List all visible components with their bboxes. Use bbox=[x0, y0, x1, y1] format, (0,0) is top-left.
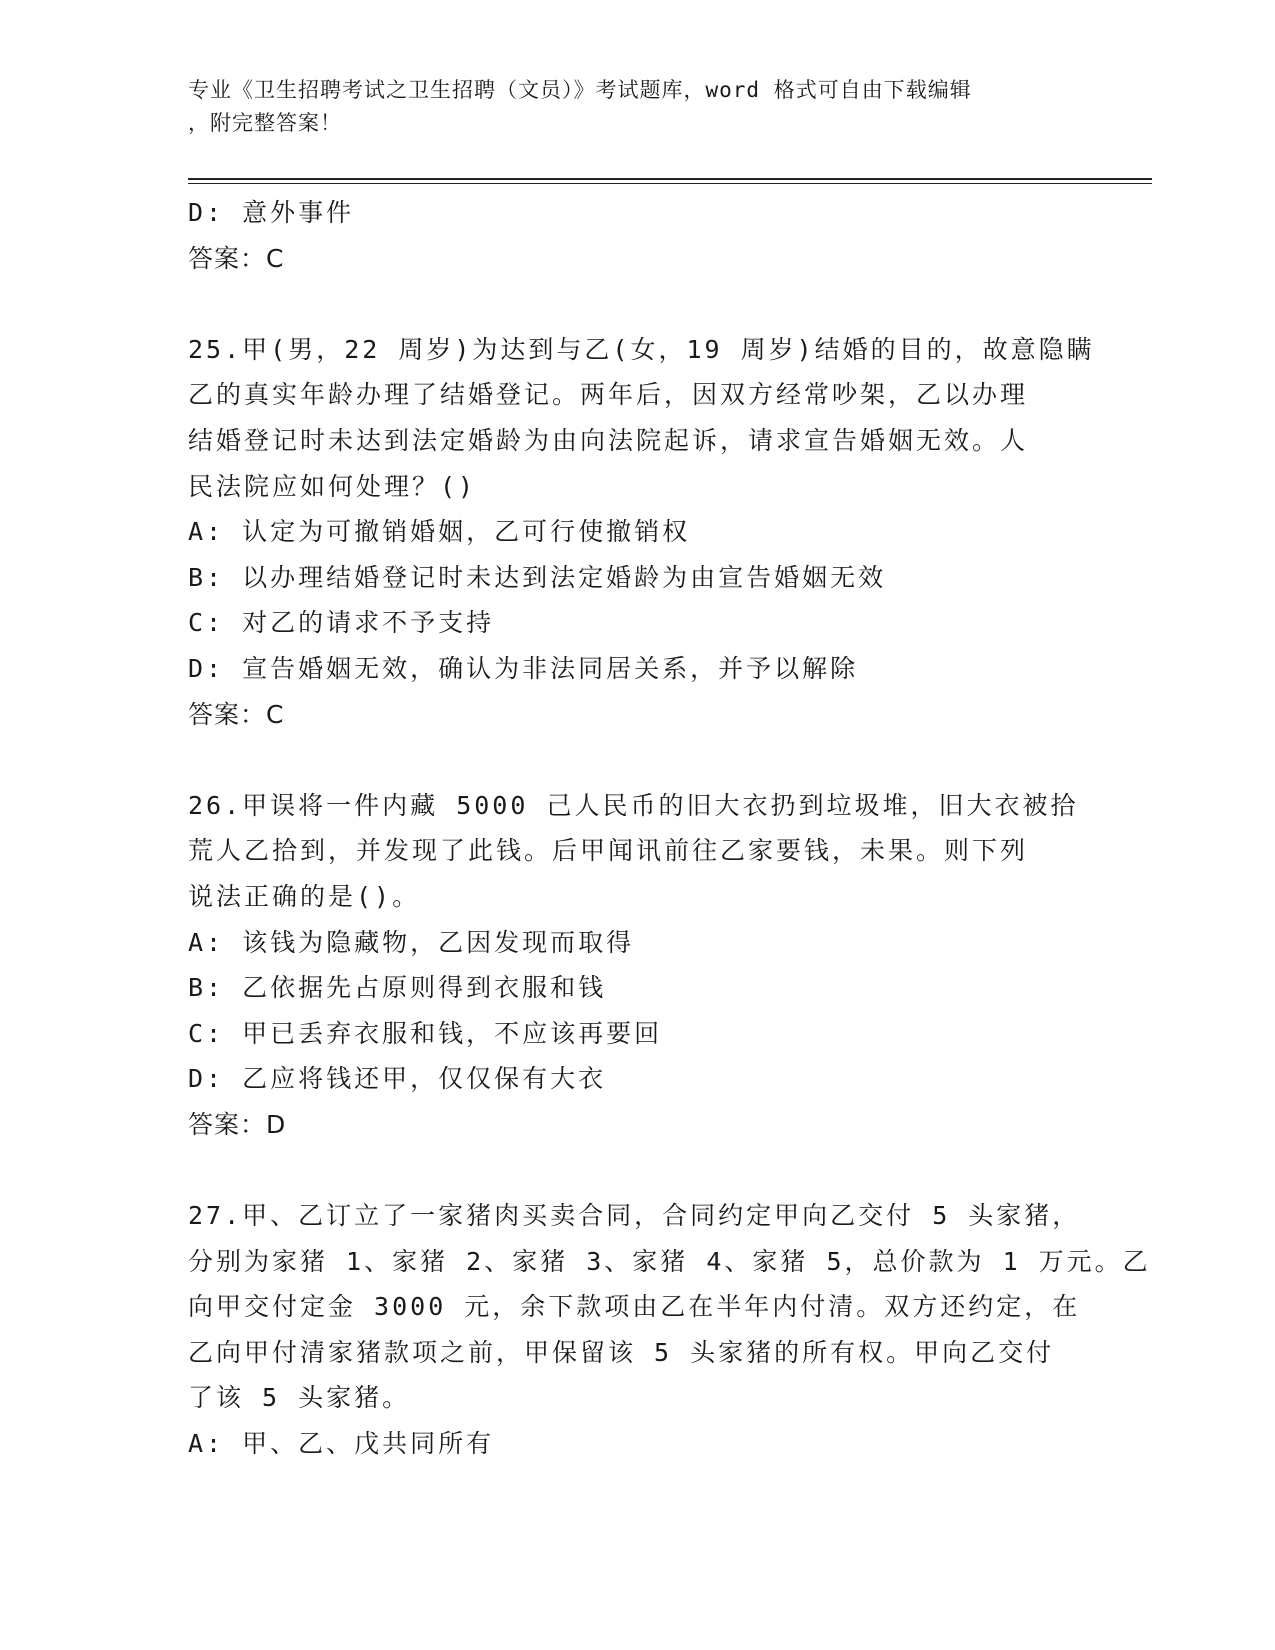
previous-question-tail bbox=[188, 190, 1088, 281]
answer-line: 答案：D bbox=[188, 1109, 287, 1139]
header-divider-thin bbox=[188, 183, 1152, 184]
question-text-line: 结婚登记时未达到法定婚龄为由向法院起诉，请求宣告婚姻无效。人 bbox=[188, 425, 1029, 455]
spacer bbox=[188, 737, 1088, 783]
document-body bbox=[188, 190, 1151, 1467]
option-b: B: 以办理结婚登记时未达到法定婚龄为由宣告婚姻无效 bbox=[188, 562, 887, 592]
option-d: D: 乙应将钱还甲，仅仅保有大衣 bbox=[188, 1064, 607, 1094]
question-text-line: 分别为家猪 1、家猪 2、家猪 3、家猪 4、家猪 5，总价款为 1 万元。乙 bbox=[188, 1246, 1151, 1276]
question-text-line: 25.甲(男，22 周岁)为达到与乙(女，19 周岁)结婚的目的，故意隐瞒 bbox=[188, 334, 1095, 364]
question-text-line: 27.甲、乙订立了一家猪肉买卖合同，合同约定甲向乙交付 5 头家猪， bbox=[188, 1201, 1081, 1231]
header-divider-thick bbox=[188, 178, 1152, 180]
spacer bbox=[188, 1147, 1088, 1193]
question-text-line: 向甲交付定金 3000 元，余下款项由乙在半年内付清。双方还约定，在 bbox=[188, 1292, 1081, 1322]
header-line-2: ，附完整答案！ bbox=[188, 111, 342, 135]
question-text-line: 说法正确的是()。 bbox=[188, 881, 421, 911]
question-text-line: 乙的真实年龄办理了结婚登记。两年后，因双方经常吵架，乙以办理 bbox=[188, 380, 1029, 410]
option-a: A: 认定为可撤销婚姻，乙可行使撤销权 bbox=[188, 517, 691, 547]
option-d: D: 宣告婚姻无效，确认为非法同居关系，并予以解除 bbox=[188, 653, 859, 683]
question-27 bbox=[188, 1193, 1151, 1467]
question-text-line: 乙向甲付清家猪款项之前，甲保留该 5 头家猪的所有权。甲向乙交付 bbox=[188, 1337, 1055, 1367]
option-c: C: 甲已丢弃衣服和钱，不应该再要回 bbox=[188, 1018, 663, 1048]
question-text-line: 了该 5 头家猪。 bbox=[188, 1383, 411, 1413]
option-b: B: 乙依据先占原则得到衣服和钱 bbox=[188, 973, 607, 1003]
spacer bbox=[188, 281, 1088, 327]
answer-line: 答案：C bbox=[188, 699, 285, 729]
question-text-line: 26.甲误将一件内藏 5000 己人民币的旧大衣扔到垃圾堆，旧大衣被拾 bbox=[188, 790, 1079, 820]
answer-line: 答案：C bbox=[188, 243, 285, 273]
option-d: D: 意外事件 bbox=[188, 198, 355, 227]
question-text-line: 荒人乙拾到，并发现了此钱。后甲闻讯前往乙家要钱，未果。则下列 bbox=[188, 836, 1029, 866]
page-header bbox=[188, 74, 1088, 140]
question-26 bbox=[188, 783, 1088, 1148]
option-a: A: 该钱为隐藏物，乙因发现而取得 bbox=[188, 927, 635, 957]
option-a: A: 甲、乙、戊共同所有 bbox=[188, 1429, 495, 1459]
question-25 bbox=[188, 327, 1095, 737]
header-line-1: 专业《卫生招聘考试之卫生招聘（文员）》考试题库，word 格式可自由下载编辑 bbox=[188, 78, 972, 102]
question-text-line: 民法院应如何处理？() bbox=[188, 471, 477, 501]
option-c: C: 对乙的请求不予支持 bbox=[188, 608, 495, 638]
